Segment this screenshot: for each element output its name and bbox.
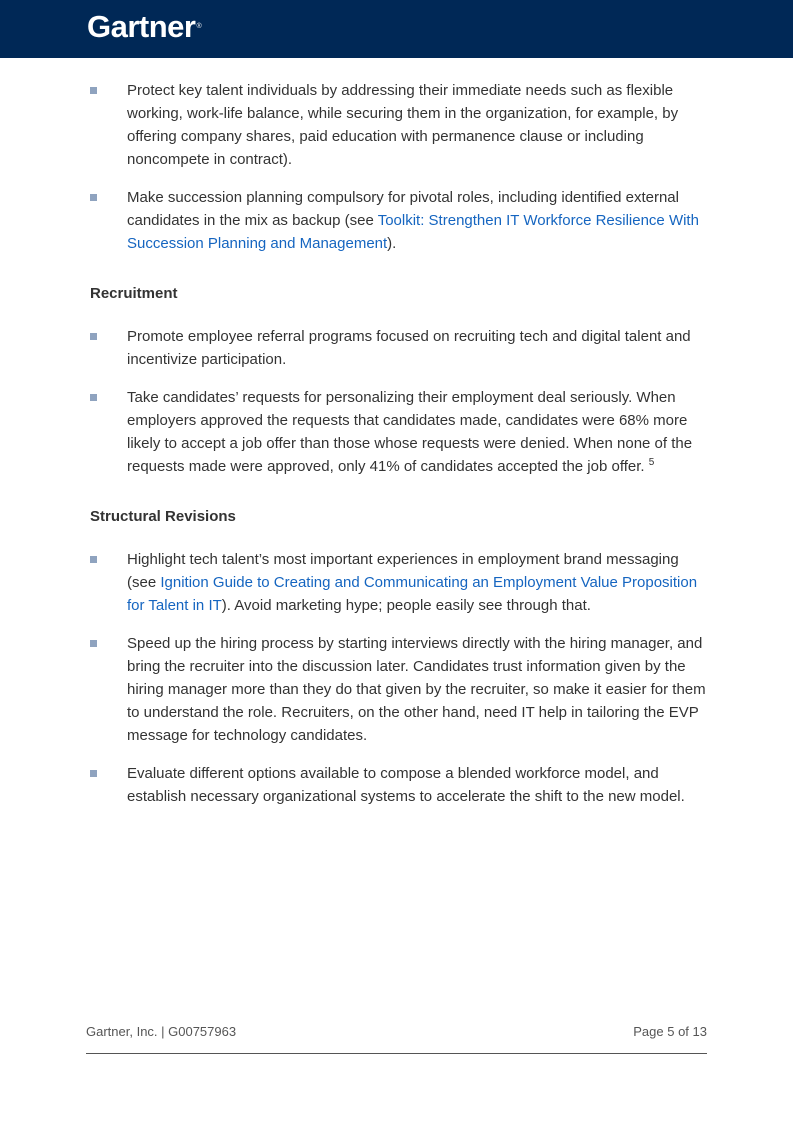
list-item: [90, 762, 710, 808]
evp-ignition-guide-link[interactable]: Ignition Guide to Creating and Communicating an Employment Value Proposition for Talent in IT: [127, 574, 698, 614]
page-number: Page 5 of 13: [633, 1024, 707, 1039]
list-item: [90, 79, 710, 171]
bullet-text-pre: Highlight tech talent’s most important experiences in employment brand messaging (see: [127, 551, 679, 591]
square-bullet-icon: [90, 333, 97, 340]
logo-text: Gartner: [87, 9, 196, 44]
succession-planning-toolkit-link[interactable]: Toolkit: Strengthen IT Workforce Resilience With Succession Planning and Management: [127, 212, 699, 252]
bullet-text-post: ). Avoid marketing hype; people easily see through that.: [221, 597, 591, 614]
gartner-logo: [87, 9, 200, 45]
structural-revisions-heading: Structural Revisions: [90, 508, 236, 525]
square-bullet-icon: [90, 87, 97, 94]
bullet-text: Promote employee referral programs focused on recruiting tech and digital talent and incentivize participation.: [127, 328, 691, 368]
recruitment-list: [90, 325, 710, 478]
document-id: Gartner, Inc. | G00757963: [86, 1024, 237, 1039]
square-bullet-icon: [90, 194, 97, 201]
square-bullet-icon: [90, 770, 97, 777]
bullet-text: Evaluate different options available to compose a blended workforce model, and establish necessary organizational systems to accelerate the shift to the new model.: [127, 765, 685, 805]
page-content: [90, 79, 710, 823]
list-item: [90, 186, 710, 255]
footer-divider: [86, 1053, 707, 1054]
square-bullet-icon: [90, 556, 97, 563]
bullet-text: Speed up the hiring process by starting interviews directly with the hiring manager, and bring the recruiter into the discussion later. Candidates trust information given by the hiring manager more than they do that given by the recruiter, so make it easier for them to understand the role. Recruiters, on the other hand, need IT help in tailoring the EVP message for technology candidates.: [127, 635, 706, 744]
bullet-text-pre: Make succession planning compulsory for pivotal roles, including identified external candidates in the mix as backup (see: [127, 189, 679, 229]
registered-mark: ®: [196, 23, 202, 30]
list-item: [90, 325, 710, 371]
recruitment-heading: Recruitment: [90, 285, 178, 302]
list-item: [90, 386, 710, 478]
talent-retention-list: [90, 79, 710, 255]
square-bullet-icon: [90, 640, 97, 647]
page-header: [0, 0, 793, 58]
structural-revisions-list: [90, 548, 710, 808]
list-item: [90, 632, 710, 747]
bullet-text: Take candidates’ requests for personalizing their employment deal seriously. When employers approved the requests that candidates made, candidates were 68% more likely to accept a job offer than those whose requests were denied. When none of the requests made were approved, only 41% of candidates accepted the job offer.: [127, 389, 693, 475]
bullet-text: Protect key talent individuals by addressing their immediate needs such as flexible working, work-life balance, while securing them in the organization, for example, by offering company shares, paid education with permanence clause or including noncompete in contract).: [127, 82, 679, 168]
list-item: [90, 548, 710, 617]
bullet-text-post: ).: [387, 235, 397, 252]
footnote-ref[interactable]: 5: [648, 457, 655, 468]
square-bullet-icon: [90, 394, 97, 401]
